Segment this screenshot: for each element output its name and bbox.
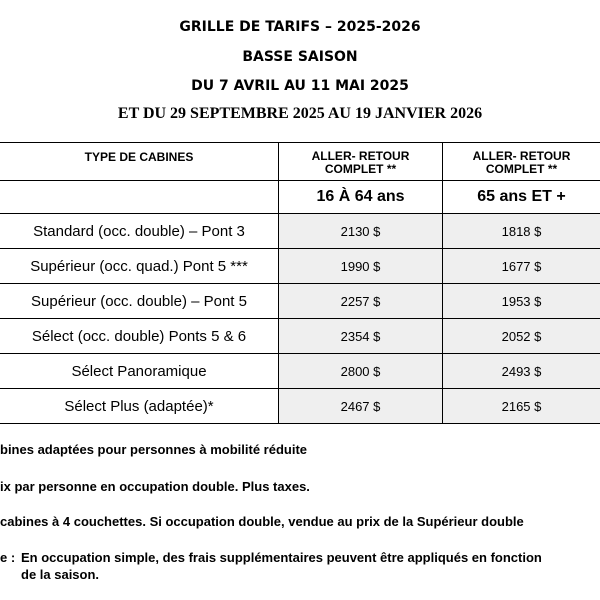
table-row-senior-price: 1677 $	[501, 258, 542, 274]
table-row-senior-price: 1818 $	[501, 223, 542, 239]
note-label: e :	[0, 550, 16, 565]
title-tariff-grid: GRILLE DE TARIFS – 2025-2026	[179, 19, 421, 35]
header-adult-age: 16 À 64 ans	[316, 188, 405, 205]
table-row-adult-price: 2257 $	[340, 293, 381, 309]
title-period-2: ET DU 29 SEPTEMBRE 2025 AU 19 JANVIER 2026	[117, 105, 483, 122]
note-adapted-cabins: bines adaptées pour personnes à mobilité réduite	[0, 442, 308, 457]
tariff-table	[0, 142, 600, 424]
table-row-cabin: Sélect Panoramique	[71, 362, 207, 380]
table-row-cabin: Supérieur (occ. double) – Pont 5	[31, 292, 247, 310]
header-adult-fare-l2: COMPLET **	[324, 162, 397, 176]
table-row-senior-price: 2165 $	[501, 398, 542, 414]
note-single-occupancy: En occupation simple, des frais supplémentaires peuvent être appliqués en fonction	[21, 550, 542, 565]
table-row-adult-price: 2354 $	[340, 328, 381, 344]
table-row-cabin: Standard (occ. double) – Pont 3	[33, 222, 245, 240]
table-row-cabin: Supérieur (occ. quad.) Pont 5 ***	[30, 257, 248, 275]
table-row-cabin: Sélect (occ. double) Ponts 5 & 6	[31, 327, 247, 345]
header-senior-fare-l2: COMPLET **	[485, 162, 558, 176]
table-row-cabin: Sélect Plus (adaptée)*	[64, 397, 214, 415]
table-row-senior-price: 2493 $	[501, 363, 542, 379]
note-single-occupancy-cont: de la saison.	[21, 567, 100, 582]
title-period-1: DU 7 AVRIL AU 11 MAI 2025	[191, 78, 409, 94]
header-senior-fare	[443, 146, 600, 180]
table-row-senior-price: 2052 $	[501, 328, 542, 344]
note-price-per-person: ix par personne en occupation double. Plus taxes.	[0, 479, 310, 494]
table-row-adult-price: 1990 $	[340, 258, 381, 274]
note-quad-cabins: cabines à 4 couchettes. Si occupation double, vendue au prix de la Supérieur double	[0, 514, 524, 529]
header-senior-fare-l1: ALLER- RETOUR	[472, 149, 571, 163]
table-row-adult-price: 2130 $	[340, 223, 381, 239]
header-senior-age: 65 ans ET +	[477, 188, 566, 205]
table-row-adult-price: 2467 $	[340, 398, 381, 414]
header-cabin-type: TYPE DE CABINES	[84, 150, 194, 164]
title-season: BASSE SAISON	[242, 49, 358, 65]
table-row-senior-price: 1953 $	[501, 293, 542, 309]
table-row-adult-price: 2800 $	[340, 363, 381, 379]
header-adult-fare-l1: ALLER- RETOUR	[311, 149, 410, 163]
header-adult-fare	[279, 146, 442, 180]
